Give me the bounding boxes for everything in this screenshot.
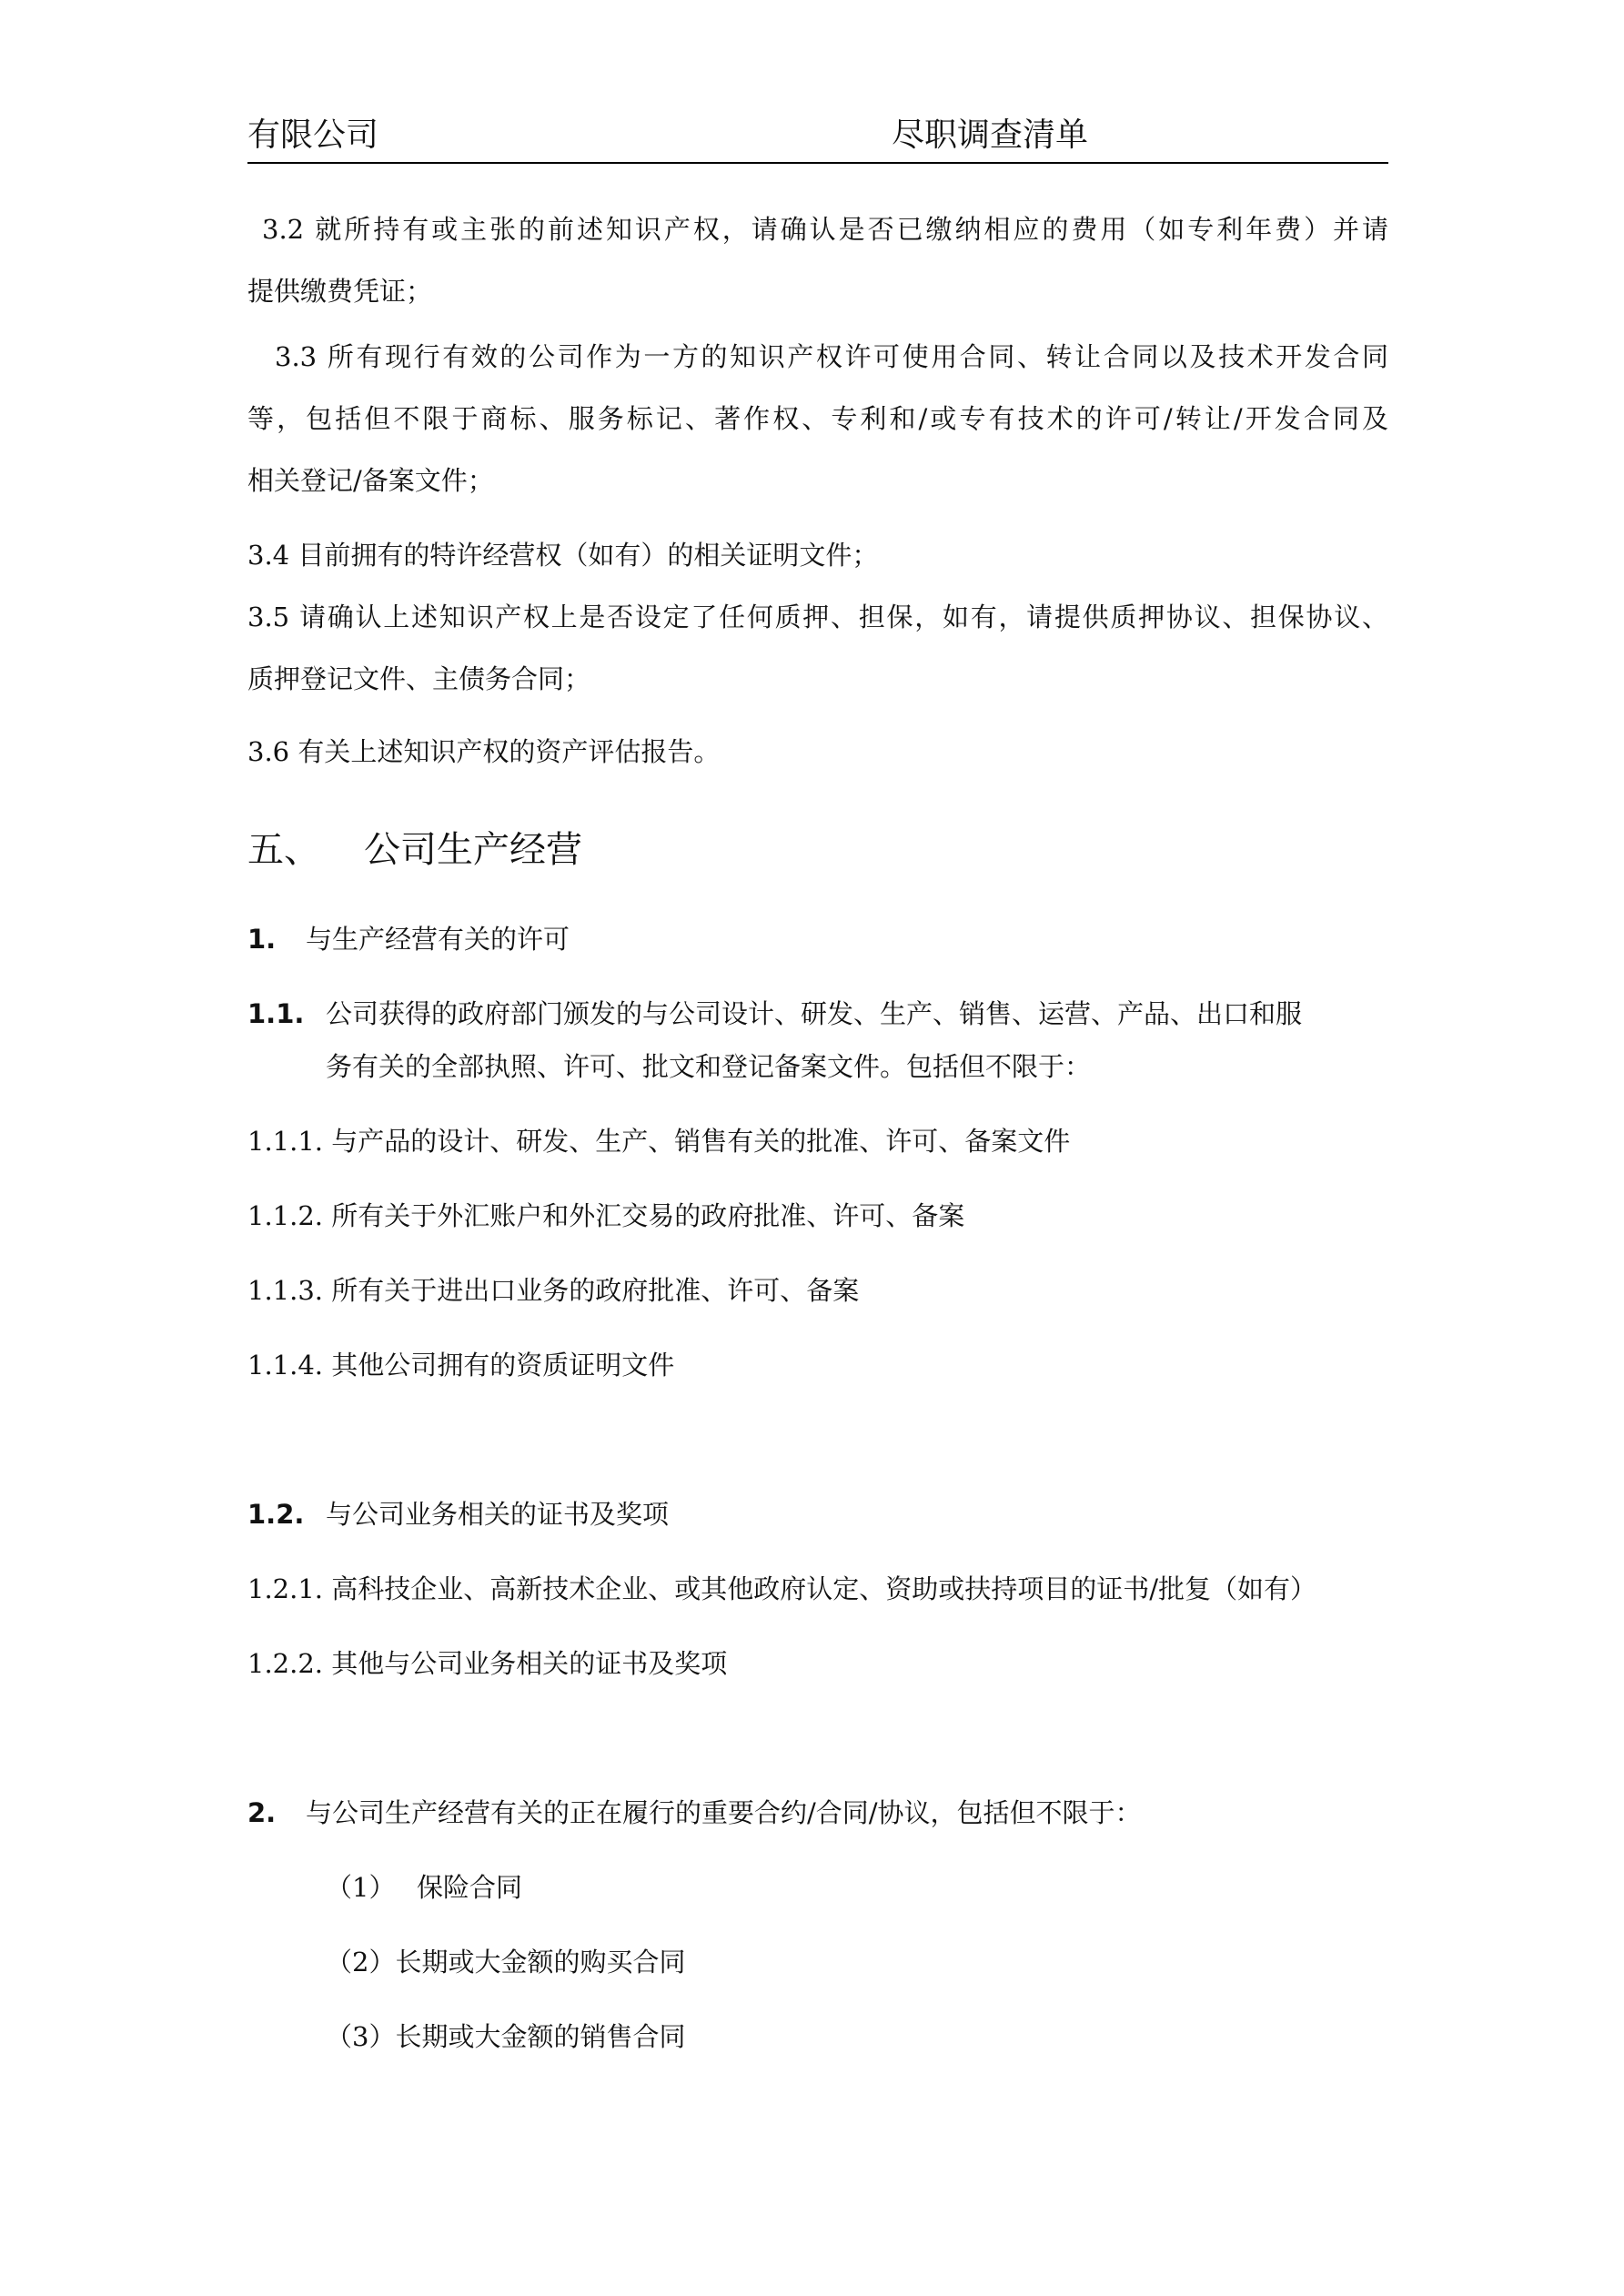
item-2-heading (247, 1795, 1142, 1831)
contract-item-2-text: 长期或大金额的购买合同 (395, 1947, 686, 1977)
item-1-1-line-2: 务有关的全部执照、许可、批文和登记备案文件。包括但不限于： (326, 1051, 1092, 1082)
item-3-4: 3.4 目前拥有的特许经营权（如有）的相关证明文件； (247, 540, 879, 571)
contract-item-3 (326, 2018, 685, 2055)
item-2-text: 与公司生产经营有关的正在履行的重要合约/合同/协议，包括但不限于： (306, 1797, 1142, 1828)
item-3-5-line-1: 3.5 请确认上述知识产权上是否设定了任何质押、担保，如有，请提供质押协议、担保协议、 (247, 602, 1388, 632)
sub-item-1-2-2: 1.2.2. 其他与公司业务相关的证书及奖项 (247, 1648, 728, 1679)
item-3-6: 3.6 有关上述知识产权的资产评估报告。 (247, 736, 721, 767)
item-3-3-line-3: 相关登记/备案文件； (247, 465, 494, 496)
sub-item-1-1-4: 1.1.4. 其他公司拥有的资质证明文件 (247, 1350, 675, 1381)
contract-item-1 (326, 1869, 522, 1906)
header-company: 有限公司 (247, 116, 379, 154)
sub-item-1-2-1: 1.2.1. 高科技企业、高新技术企业、或其他政府认定、资助或扶持项目的证书/批复（如有） (247, 1573, 1316, 1604)
page-header (247, 115, 1388, 164)
header-document-title: 尽职调查清单 (892, 116, 1089, 154)
item-1-1-number: 1.1. (247, 998, 305, 1029)
sub-item-1-1-3: 1.1.3. 所有关于进出口业务的政府批准、许可、备案 (247, 1275, 860, 1306)
item-3-3-line-2: 等，包括但不限于商标、服务标记、著作权、专利和/或专有技术的许可/转让/开发合同及 (247, 403, 1388, 434)
item-3-2-line-1: 3.2 就所持有或主张的前述知识产权，请确认是否已缴纳相应的费用（如专利年费）并请 (262, 214, 1388, 245)
item-1-number: 1. (247, 924, 277, 955)
item-3-2-line-2: 提供缴费凭证； (247, 276, 433, 307)
item-1-1-text: 公司获得的政府部门颁发的与公司设计、研发、生产、销售、运营、产品、出口和服 (326, 998, 1303, 1029)
section-5-number: 五、 (247, 829, 320, 871)
contract-item-1-text: 保险合同 (417, 1872, 523, 1903)
item-1-1-line-1 (247, 996, 1302, 1032)
contract-item-2 (326, 1944, 685, 1980)
contract-item-3-text: 长期或大金额的销售合同 (395, 2021, 686, 2052)
sub-item-1-1-1: 1.1.1. 与产品的设计、研发、生产、销售有关的批准、许可、备案文件 (247, 1126, 1071, 1157)
item-3-3-line-1: 3.3 所有现行有效的公司作为一方的知识产权许可使用合同、转让合同以及技术开发合同 (275, 341, 1388, 372)
item-1-heading (247, 921, 570, 957)
item-1-text: 与生产经营有关的许可 (306, 924, 570, 955)
contract-item-2-marker: （2） (326, 1947, 396, 1977)
sub-item-1-1-2: 1.1.2. 所有关于外汇账户和外汇交易的政府批准、许可、备案 (247, 1200, 965, 1231)
item-1-2-number: 1.2. (247, 1499, 305, 1530)
contract-item-3-marker: （3） (326, 2021, 396, 2052)
item-2-number: 2. (247, 1797, 277, 1828)
item-1-2-heading (247, 1496, 669, 1532)
item-3-5-line-2: 质押登记文件、主债务合同； (247, 663, 591, 694)
item-1-2-text: 与公司业务相关的证书及奖项 (326, 1499, 670, 1530)
contract-item-1-marker: （1） (326, 1872, 396, 1903)
section-5-heading (247, 826, 582, 874)
section-5-title: 公司生产经营 (364, 829, 582, 871)
